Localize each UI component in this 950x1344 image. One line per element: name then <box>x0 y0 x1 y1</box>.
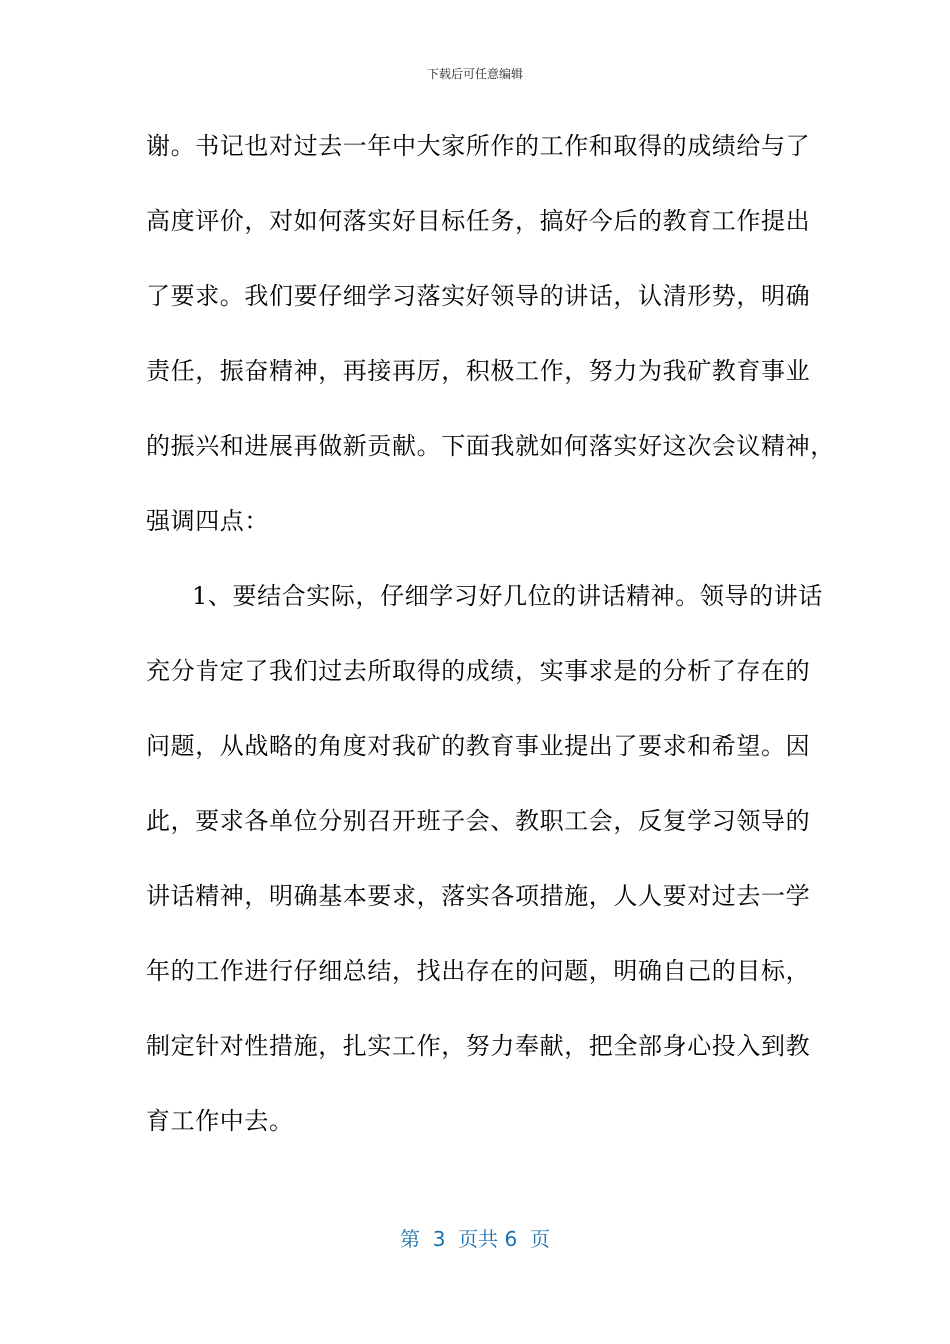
page-number-footer: 第 3 页共 6 页 <box>400 1227 550 1251</box>
header-note: 下载后可任意编辑 <box>426 67 523 81</box>
text-line: 了要求。我们要仔细学习落实好领导的讲话，认清形势，明确 <box>146 282 811 310</box>
text-line: 责任，振奋精神，再接再厉，积极工作，努力为我矿教育事业 <box>146 357 811 385</box>
text-line: 此，要求各单位分别召开班子会、教职工会，反复学习领导的 <box>146 807 811 835</box>
text-line: 问题，从战略的角度对我矿的教育事业提出了要求和希望。因 <box>146 732 811 760</box>
document-body <box>146 120 835 1170</box>
text-line: 育工作中去。 <box>146 1107 294 1135</box>
text-line: 年的工作进行仔细总结，找出存在的问题，明确自己的目标， <box>146 957 811 985</box>
text-line: 制定针对性措施，扎实工作，努力奉献，把全部身心投入到教 <box>146 1032 811 1060</box>
text-line: 谢。书记也对过去一年中大家所作的工作和取得的成绩给与了 <box>146 132 811 160</box>
text-line: 强调四点： <box>146 507 269 535</box>
text-line: 充分肯定了我们过去所取得的成绩，实事求是的分析了存在的 <box>146 657 811 685</box>
text-line: 的振兴和进展再做新贡献。下面我就如何落实好这次会议精神， <box>146 432 835 460</box>
text-line: 高度评价，对如何落实好目标任务，搞好今后的教育工作提出 <box>146 207 811 235</box>
text-line: 讲话精神，明确基本要求，落实各项措施，人人要对过去一学 <box>146 882 811 910</box>
text-line: 1、要结合实际，仔细学习好几位的讲话精神。领导的讲话 <box>192 582 823 610</box>
